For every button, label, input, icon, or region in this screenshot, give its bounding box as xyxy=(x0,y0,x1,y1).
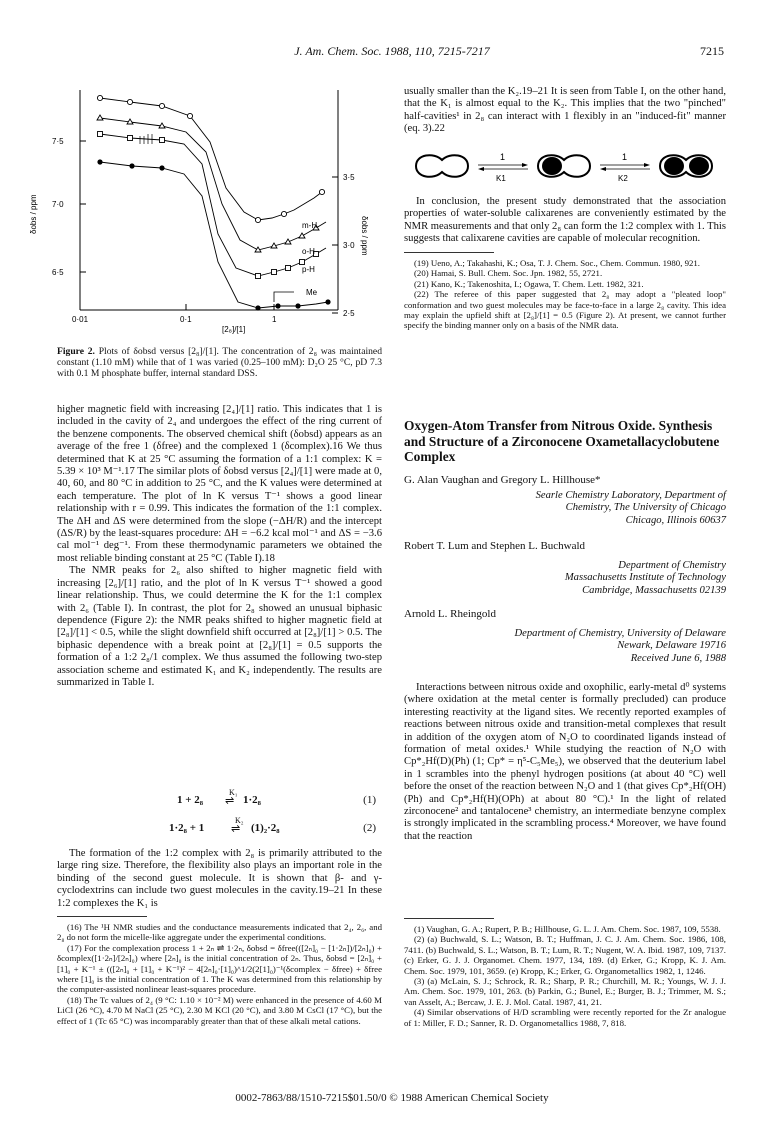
footnote: (20) Hamai, S. Bull. Chem. Soc. Jpn. 1982, 55, 2721. xyxy=(414,268,603,279)
conclusion xyxy=(404,196,726,246)
equation-2 xyxy=(57,816,382,838)
affiliation-line: Massachusetts Institute of Technology xyxy=(564,572,726,584)
affiliation-line: Searle Chemistry Laboratory, Department of xyxy=(535,490,726,501)
footnote-rule xyxy=(404,918,494,919)
affiliation-line: Chicago, Illinois 60637 xyxy=(625,514,726,526)
scheme-3 xyxy=(404,146,726,190)
equation-number: (1) xyxy=(363,794,376,806)
article-body xyxy=(404,682,726,843)
figure-2-plot xyxy=(22,84,382,342)
affiliation xyxy=(404,490,726,527)
left-tick-label: 6·5 xyxy=(52,268,64,277)
reference: (3) (a) McLain, S. J.; Schrock, R. R.; Sharp, P. R.; Churchill, M. R.; Youngs, W. J. J. Am. Chem. Soc. 1979, 101, 263. (b) Parkin, G.; Bunel, E.; Burger, B. J.; Trimmer, M. S.; van Asselt, A.; Bercaw, J. E. J. Mol. Catal. 1987, 41, 21. xyxy=(404,976,726,1007)
received-date: Received June 6, 1988 xyxy=(630,652,726,664)
paragraph: higher magnetic field with increasing [2₄]/[1] ratio. This indicates that 1 is included in the cavity of 2₄ and undergoes the effect of the ring current of the benzene components. The observed chemical shift (δobsd) appears as an average of the free 1 (δfree) and the complexed 1 (δcomplex).16 We thus determined that K at 25 °C assuming the formation of a 1:1 complex: K = 5.39 × 10³ M⁻¹.17 The similar plots of δobsd versus [2₄]/[1] were made at 0, 40, 60, and 80 °C in addition to 25 °C, and the K values were determined at each temperature. The plot of ln K versus T⁻¹ shows a good linear relationship with r = 0.99. This indicates the formation of the 1:1 complex. The ΔH and ΔS were determined from the slope (−ΔH/R) and the intercept (ΔS/R) by the least-squares procedure: ΔH = −6.2 kcal mol⁻¹ and ΔS = −3.6 cal mol⁻¹ deg⁻¹. From these thermodynamic parameters we obtained the most reliable binding constant at 25 °C (Table I).18 xyxy=(57,404,382,564)
affiliation xyxy=(404,628,726,665)
left-column-body xyxy=(57,404,382,689)
caption-text: Plots of δobsd versus [2₈]/[1]. The concentration of 2₈ was maintained constant (1.10 mM) while that of 1 was varied (0.25–100 mM): D₂O 25 °C, pD 7.3 with 0.1 M phosphate buffer, internal standard DSS. xyxy=(57,346,382,380)
article-title: Oxygen-Atom Transfer from Nitrous Oxide. Synthesis and Structure of a Zirconocene Oxametallacyclobutene Complex xyxy=(404,418,720,464)
footnote: (22) The referee of this paper suggested that 2₈ may adopt a "pleated loop" conformation and two guest molecules may be face-to-face in a large 2₈ cavity. This idea may explain the upfield shift at [2₈]/[1] = 0.5 (Figure 2). At present, we cannot further specify the binding manner only on a basis of the NMR data. xyxy=(404,289,726,331)
x-tick-label: 0·01 xyxy=(72,315,89,324)
footnote: (16) The ¹H NMR studies and the conductance measurements indicated that 2₄, 2₆, and 2₈ do not form the micelle-like aggregate under the experimental conditions. xyxy=(57,922,382,943)
footnote: (18) The Tc values of 2₄ (9 °C: 1.10 × 10⁻² M) were enhanced in the presence of 4.60 M LiCl (26 °C), 4.70 M NaCl (25 °C), 2.30 M KCl (20 °C), and 3.80 M CsCl (17 °C), but the effect of 1 (Tc 65 °C) was incomparably greater than that of these alkali metal cations. xyxy=(57,994,382,1026)
two-guest-complex-shape xyxy=(660,155,712,177)
author-line: Robert T. Lum and Stephen L. Buchwald xyxy=(404,540,586,552)
x-tick-label: 0·1 xyxy=(180,315,192,324)
curve-label-o-h: o-H xyxy=(302,247,315,256)
caption-label: Figure 2. xyxy=(57,346,95,357)
paragraph: The NMR peaks for 2₆ also shifted to higher magnetic field with increasing [2₆]/[1] ratio, and the plot of ln K versus T⁻¹ showed a good linear relationship. Thus, we could determine the K for the 1:1 complex with 2₆ (Table I). In contrast, the plot for 2₈ showed an unusual biphasic dependence (Figure 2): the NMR peaks shifted to higher magnetic field at [2₈]/[1] < 0.5, while the slight downfield shift occurred at [2₈]/[1] > 0.5. The biphasic dependence with a break point at [2₈]/[1] = 0.5 supports the formation of a 1:2 2₈/1 complex. We thus assumed the following two-step association scheme and estimated K₁ and K₂ independently. The results are summarized in Table I. xyxy=(57,565,382,688)
equation-lhs: 1·2₈ + 1 xyxy=(169,822,205,834)
reference: (1) Vaughan, G. A.; Rupert, P. B.; Hillhouse, G. L. J. Am. Chem. Soc. 1987, 109, 5538. xyxy=(414,924,721,934)
paragraph: usually smaller than the K₂.19–21 It is seen from Table I, on the other hand, that the K₁ is almost equal to the K₂. This implies that the two "pinched" half-cavities¹ in 2₈ can interact with 1 flexibly in an "induced-fit" manner (eq. 3).22 xyxy=(404,86,726,135)
curve-filled-circle xyxy=(100,162,328,308)
right-tick-label: 2·5 xyxy=(343,309,355,318)
page-number: 7215 xyxy=(700,44,724,58)
x-tick-label: 1 xyxy=(272,315,277,324)
author-line: Arnold L. Rheingold xyxy=(404,608,496,620)
affiliation xyxy=(404,560,726,597)
paragraph: Interactions between nitrous oxide and oxophilic, early-metal d⁰ systems (where oxidation at the metal center is formally precluded) can produce interesting reactivity at the ligand sites. We recently reported examples of reactions between nitrous oxide and transition-metal complexes that result in addition of the oxygen atom of N₂O to coordinated ligands instead of formation of metal oxides.¹ While studying the reaction of N₂O with Cp*₂Hf(D)(Ph) (1; Cp* = η⁵-C₅Me₅), we observed that the deuterium label in 1 scrambles into the phenyl hydrogen positions (at about 40 °C) well before the onset of the reaction between N₂O and 1 (that gives Cp*₂Hf(OH)(Ph) and Cp*₂Hf(H)(OPh) at about 80 °C).¹ In the light of related zirconocene² and tantalocene³ chemistry, an intermediate benzyne complex is strongly implicated in the scrambling process.⁴ Moreover, we have found that the reaction xyxy=(404,682,726,842)
equations xyxy=(57,788,382,838)
y-right-axis-label: δobs / ppm xyxy=(360,216,369,256)
journal-citation: J. Am. Chem. Soc. 1988, 110, 7215-7217 xyxy=(294,44,490,58)
empty-cavity-shape xyxy=(416,155,468,177)
copyright-footer: 0002-7863/88/1510-7215$01.50/0 © 1988 American Chemical Society xyxy=(235,1092,549,1104)
running-header xyxy=(0,44,784,64)
right-references xyxy=(404,924,726,1028)
left-tick-label: 7·5 xyxy=(52,137,64,146)
equation-1 xyxy=(57,788,382,810)
left-tick-label: 7·0 xyxy=(52,200,64,209)
x-axis-label: [2₈]/[1] xyxy=(222,325,246,334)
figure-2 xyxy=(22,84,382,342)
one-guest-complex-shape xyxy=(538,155,590,177)
footnote: (21) Kano, K.; Takenoshita, I.; Ogawa, T. Chem. Lett. 1982, 321. xyxy=(414,278,644,289)
curve-label-m-h: m-H xyxy=(302,221,318,230)
equilibrium-arrow: ⇌ xyxy=(231,823,241,835)
curve-open-square-markers xyxy=(98,132,319,279)
right-footnotes-top xyxy=(404,258,726,331)
left-column-body-2 xyxy=(57,848,382,910)
equation-constant: K₁ xyxy=(229,788,238,797)
right-tick-label: 3·5 xyxy=(343,173,355,182)
affiliation-line: Department of Chemistry, University of Delaware xyxy=(514,628,726,639)
left-footnotes xyxy=(57,922,382,1026)
arrow-label-top: 1 xyxy=(622,152,628,162)
equation-rhs: 1·2₈ xyxy=(243,794,261,806)
equation-number: (2) xyxy=(363,822,376,834)
y-left-axis-label: δobs / ppm xyxy=(29,194,38,234)
reference: (4) Similar observations of H/D scrambling were recently reported for the Zr analogue of 1: Miller, F. D.; Sanner, R. D. Organometallics 1988, 7, 818. xyxy=(404,1007,726,1028)
induced-fit-scheme xyxy=(404,146,726,190)
equation-constant: K₂ xyxy=(235,816,244,825)
affiliation-line: Newark, Delaware 19716 xyxy=(617,640,726,652)
equation-rhs: (1)₂·2₈ xyxy=(251,822,280,834)
right-tick-label: 3·0 xyxy=(343,241,355,250)
footnote: (17) For the complexation process 1 + 2ₙ ⇌ 1·2ₙ, δobsd = δfree(([2ₙ]₀ − [1·2ₙ])/[2ₙ]₀) + δcomplex([1·2ₙ]/[2ₙ]₀) where [2ₙ]₀ is the initial concentration of 2ₙ. Thus, δobsd = [2ₙ]₀ + [1]₀ + K⁻¹ ± (([2ₙ]₀ + [1]₀ + K⁻¹)² − 4[2ₙ]₀·[1]₀)^1/2(2[1]₀)⁻¹(δcomplex − δfree) + δfree where [1]₀ is the initial concentration of 1. The K was determined from this relationship by the computer-assisted nonlinear least-squares procedure. xyxy=(57,942,382,995)
affiliation-line: Department of Chemistry xyxy=(618,560,726,571)
figure-2-caption xyxy=(57,346,382,380)
curve-label-p-h: p-H xyxy=(302,265,315,274)
footnote: (19) Ueno, A.; Takahashi, K.; Osa, T. J. Chem. Soc., Chem. Commun. 1980, 921. xyxy=(414,258,700,268)
equilibrium-arrow: ⇌ xyxy=(225,795,235,807)
curve-label-me: Me xyxy=(306,288,318,297)
reference: (2) (a) Buchwald, S. L.; Watson, B. T.; Huffman, J. C. J. Am. Chem. Soc. 1986, 108, 7411. (b) Buchwald, S. L.; Watson, B. T.; Lum, R. T.; Nugent, W. A. Ibid. 1987, 109, 7137. (c) Erker, G. J. J. Organomet. Chem. 1977, 134, 189. (d) Erker, G.; Kropp, K. J. Am. Chem. Soc. 1979, 101, 3659. (e) Kropp, K.; Erker, G. Organometallics 1982, 1, 1246. xyxy=(404,934,726,976)
me-bracket xyxy=(274,292,294,302)
curve-open-square xyxy=(100,134,326,276)
author-line: G. Alan Vaughan and Gregory L. Hillhouse* xyxy=(404,474,601,486)
footnote-rule xyxy=(57,916,147,917)
affiliation-line: Chemistry, The University of Chicago xyxy=(565,502,726,514)
arrow-label-bottom: K1 xyxy=(496,174,506,183)
paragraph: The formation of the 1:2 complex with 2₈ is primarily attributed to the large ring size. Therefore, the flexibility also plays an important role in the binding of the second guest molecule. It is shown that β- and γ-cyclodextrins can include two guest molecules in the cavity.19–21 In these 1:2 complexes the K₁ is xyxy=(57,848,382,909)
affiliation-line: Cambridge, Massachusetts 02139 xyxy=(582,584,726,596)
right-column-top xyxy=(404,86,726,136)
footnote-rule xyxy=(404,252,494,253)
arrow-label-bottom: K2 xyxy=(618,174,628,183)
paragraph: In conclusion, the present study demonstrated that the association properties of water-soluble calixarenes are conveniently estimated by the NMR measurements and that only 2₈ can form the 1:2 complex with 1. This suggests that calixarene cavities are capable of molecular recognition. xyxy=(404,196,726,245)
arrow-label-top: 1 xyxy=(500,152,506,162)
curve-filled-circle-markers xyxy=(97,159,330,310)
equation-lhs: 1 + 2₈ xyxy=(177,794,204,806)
